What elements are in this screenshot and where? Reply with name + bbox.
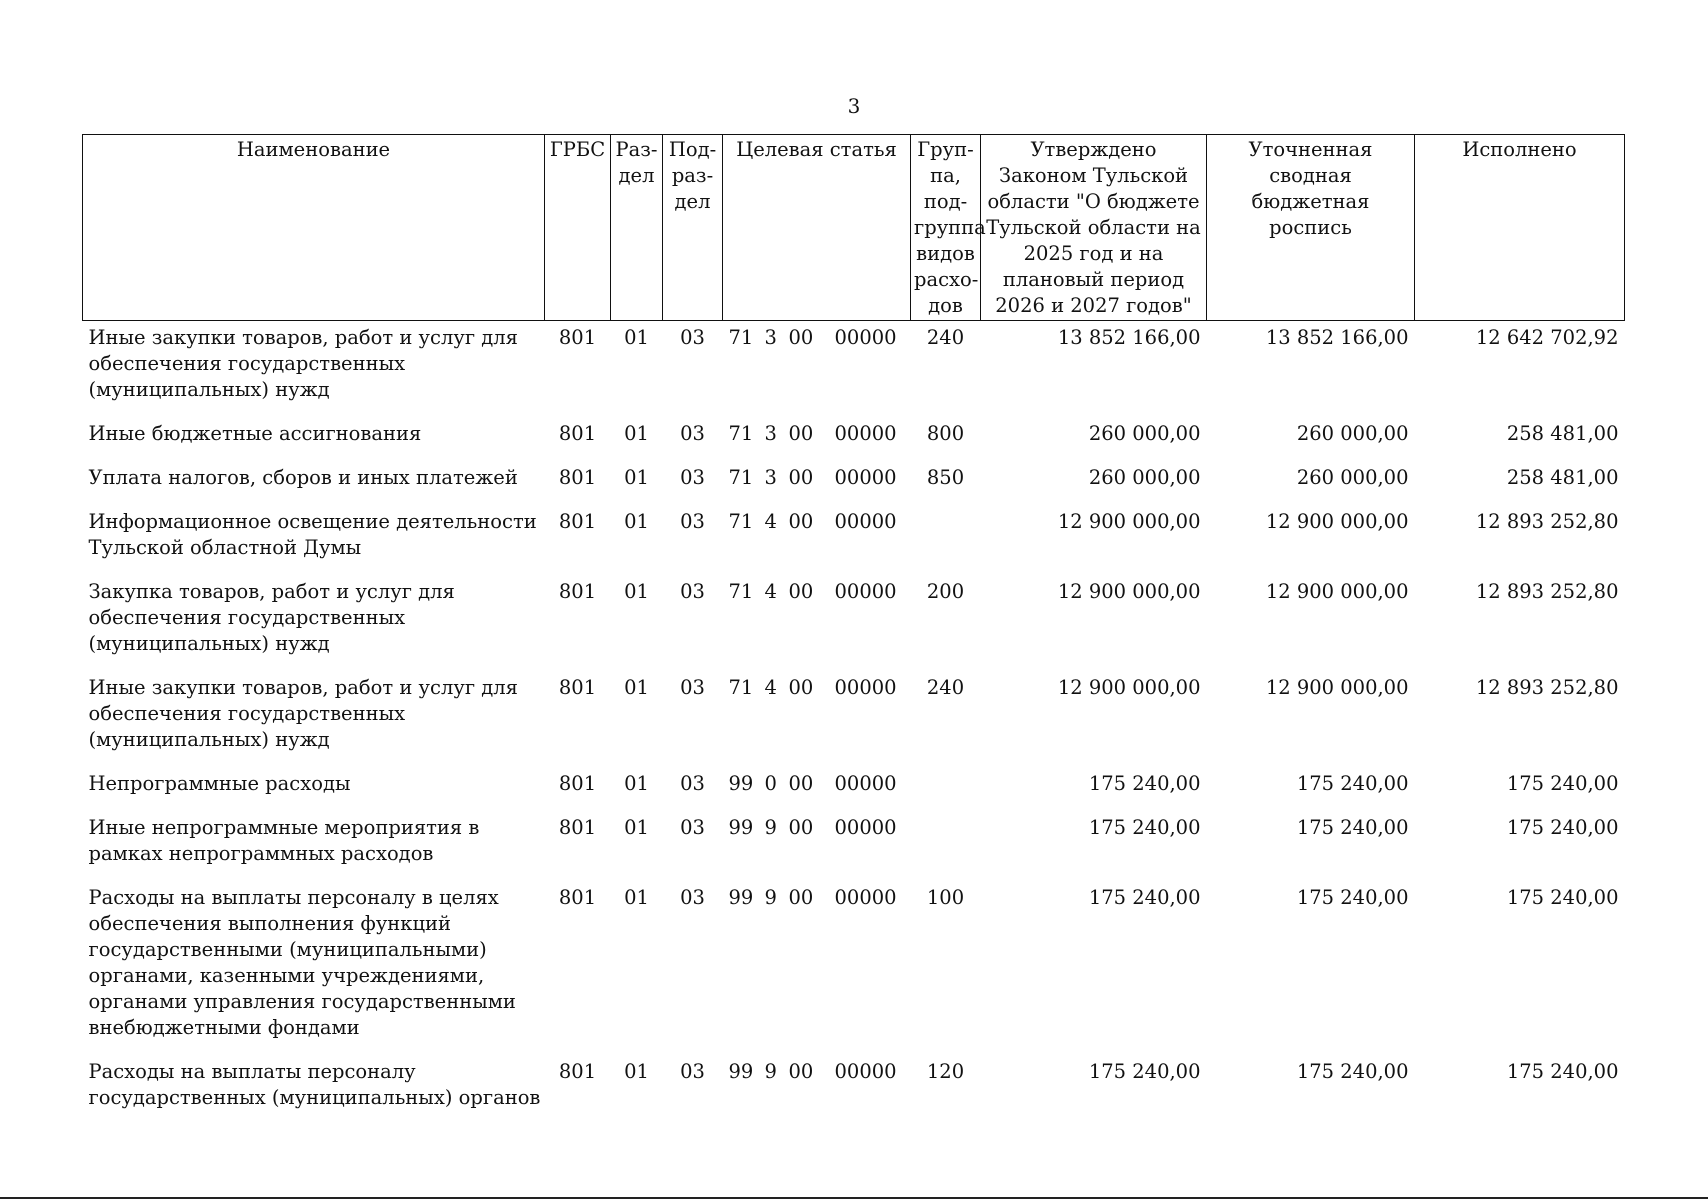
- target-article-parts: [727, 465, 907, 491]
- target-part-t2: 9: [764, 816, 777, 839]
- row-revised: 175 240,00: [1296, 816, 1409, 839]
- target-part-t2: 4: [764, 510, 777, 533]
- target-part-t4: 00000: [834, 816, 897, 839]
- header-name: Наименование: [83, 135, 545, 321]
- row-target: [723, 671, 911, 767]
- target-part-t4: 00000: [834, 676, 897, 699]
- row-approved: 260 000,00: [1088, 422, 1201, 445]
- row-razdel: 01: [624, 326, 649, 349]
- row-revised: 13 852 166,00: [1265, 326, 1409, 349]
- row-name: Информационное освещение деятельности Тульской областной Думы: [88, 510, 537, 559]
- row-name: Иные закупки товаров, работ и услуг для обеспечения государственных (муниципальных) нужд: [88, 676, 518, 751]
- row-target: [723, 417, 911, 461]
- row-approved: 175 240,00: [1088, 816, 1201, 839]
- row-executed: 175 240,00: [1506, 886, 1619, 909]
- target-part-t1: 71: [728, 580, 754, 603]
- row-name: Иные закупки товаров, работ и услуг для обеспечения государственных (муниципальных) нужд: [88, 326, 518, 401]
- target-article-parts: [727, 421, 907, 447]
- target-article-parts: [727, 579, 907, 605]
- row-target: [723, 881, 911, 1055]
- row-approved: 12 900 000,00: [1057, 510, 1201, 533]
- row-podrazdel: 03: [680, 422, 705, 445]
- row-podrazdel: 03: [680, 326, 705, 349]
- target-part-t2: 3: [764, 326, 777, 349]
- table-header-row: [83, 135, 1625, 321]
- target-part-t1: 99: [728, 772, 754, 795]
- row-target: [723, 1055, 911, 1125]
- row-approved: 175 240,00: [1088, 886, 1201, 909]
- header-executed: Исполнено: [1415, 135, 1625, 321]
- row-revised: 12 900 000,00: [1265, 580, 1409, 603]
- target-part-t1: 71: [728, 422, 754, 445]
- row-group: [911, 767, 981, 811]
- row-podrazdel: 03: [680, 580, 705, 603]
- target-part-t4: 00000: [834, 466, 897, 489]
- table-row: [83, 505, 1625, 575]
- header-target: Целевая статья: [723, 135, 911, 321]
- target-part-t3: 00: [788, 886, 814, 909]
- row-approved: 260 000,00: [1088, 466, 1201, 489]
- row-grbs: 801: [558, 326, 597, 349]
- target-part-t2: 4: [764, 676, 777, 699]
- row-podrazdel: 03: [680, 816, 705, 839]
- table-row: [83, 767, 1625, 811]
- row-group: [911, 505, 981, 575]
- table-row: [83, 417, 1625, 461]
- row-target: [723, 461, 911, 505]
- target-part-t1: 71: [728, 676, 754, 699]
- header-approved: Утверждено Законом Тульской области "О бюджете Тульской области на 2025 год и на плановый период 2026 и 2027 годов": [981, 135, 1207, 321]
- target-part-t2: 3: [764, 466, 777, 489]
- row-executed: 258 481,00: [1506, 466, 1619, 489]
- table-body: [83, 321, 1625, 1126]
- row-razdel: 01: [624, 1060, 649, 1083]
- row-approved: 13 852 166,00: [1057, 326, 1201, 349]
- row-revised: 175 240,00: [1296, 772, 1409, 795]
- target-part-t4: 00000: [834, 580, 897, 603]
- row-target: [723, 321, 911, 418]
- row-name: Закупка товаров, работ и услуг для обеспечения государственных (муниципальных) нужд: [88, 580, 455, 655]
- row-name: Расходы на выплаты персоналу в целях обеспечения выполнения функций государственными (муниципальными) органами, казенными учреждениями, органами управления государственными внебюджетными фондами: [88, 886, 516, 1039]
- table-row: [83, 881, 1625, 1055]
- target-article-parts: [727, 325, 907, 351]
- row-razdel: 01: [624, 466, 649, 489]
- table-row: [83, 671, 1625, 767]
- row-podrazdel: 03: [680, 886, 705, 909]
- target-article-parts: [727, 1059, 907, 1085]
- header-razdel: Раз-дел: [611, 135, 663, 321]
- row-podrazdel: 03: [680, 772, 705, 795]
- row-podrazdel: 03: [680, 510, 705, 533]
- target-part-t3: 00: [788, 676, 814, 699]
- row-approved: 12 900 000,00: [1057, 676, 1201, 699]
- row-razdel: 01: [624, 772, 649, 795]
- row-approved: 12 900 000,00: [1057, 580, 1201, 603]
- row-revised: 260 000,00: [1296, 466, 1409, 489]
- row-podrazdel: 03: [680, 676, 705, 699]
- row-group: 800: [926, 422, 965, 445]
- target-part-t3: 00: [788, 772, 814, 795]
- row-razdel: 01: [624, 580, 649, 603]
- row-razdel: 01: [624, 422, 649, 445]
- row-approved: 175 240,00: [1088, 772, 1201, 795]
- table-row: [83, 321, 1625, 418]
- target-part-t2: 3: [764, 422, 777, 445]
- row-podrazdel: 03: [680, 466, 705, 489]
- row-revised: 12 900 000,00: [1265, 676, 1409, 699]
- header-grbs: ГРБС: [545, 135, 611, 321]
- page-bottom-rule: [0, 1197, 1708, 1199]
- row-grbs: 801: [558, 580, 597, 603]
- row-revised: 12 900 000,00: [1265, 510, 1409, 533]
- row-target: [723, 767, 911, 811]
- row-grbs: 801: [558, 886, 597, 909]
- header-revised: Уточненная сводная бюджетная роспись: [1207, 135, 1415, 321]
- target-part-t3: 00: [788, 580, 814, 603]
- target-part-t1: 99: [728, 886, 754, 909]
- row-razdel: 01: [624, 510, 649, 533]
- target-part-t2: 0: [764, 772, 777, 795]
- budget-table-container: [82, 134, 1624, 1125]
- row-name: Расходы на выплаты персоналу государственных (муниципальных) органов: [88, 1060, 541, 1109]
- target-part-t3: 00: [788, 326, 814, 349]
- target-part-t3: 00: [788, 816, 814, 839]
- row-name: Непрограммные расходы: [88, 772, 351, 795]
- row-group: [911, 811, 981, 881]
- table-row: [83, 575, 1625, 671]
- row-grbs: 801: [558, 772, 597, 795]
- row-revised: 260 000,00: [1296, 422, 1409, 445]
- row-grbs: 801: [558, 466, 597, 489]
- row-target: [723, 575, 911, 671]
- target-part-t2: 9: [764, 886, 777, 909]
- row-executed: 12 893 252,80: [1475, 510, 1619, 533]
- target-article-parts: [727, 509, 907, 535]
- table-row: [83, 1055, 1625, 1125]
- row-razdel: 01: [624, 886, 649, 909]
- row-executed: 175 240,00: [1506, 816, 1619, 839]
- row-group: 100: [926, 886, 965, 909]
- target-part-t1: 71: [728, 510, 754, 533]
- row-podrazdel: 03: [680, 1060, 705, 1083]
- row-grbs: 801: [558, 510, 597, 533]
- row-approved: 175 240,00: [1088, 1060, 1201, 1083]
- budget-table: [82, 134, 1625, 1125]
- row-executed: 175 240,00: [1506, 1060, 1619, 1083]
- target-part-t4: 00000: [834, 886, 897, 909]
- row-name: Иные непрограммные мероприятия в рамках непрограммных расходов: [88, 816, 480, 865]
- row-group: 850: [926, 466, 965, 489]
- target-article-parts: [727, 815, 907, 841]
- target-part-t1: 71: [728, 326, 754, 349]
- target-part-t4: 00000: [834, 422, 897, 445]
- header-group: Груп-па, под-группа видов расхо-дов: [911, 135, 981, 321]
- target-part-t3: 00: [788, 1060, 814, 1083]
- row-razdel: 01: [624, 676, 649, 699]
- row-group: 120: [926, 1060, 965, 1083]
- row-name: Иные бюджетные ассигнования: [88, 422, 422, 445]
- target-part-t3: 00: [788, 510, 814, 533]
- row-grbs: 801: [558, 676, 597, 699]
- target-part-t3: 00: [788, 422, 814, 445]
- target-part-t4: 00000: [834, 326, 897, 349]
- row-executed: 258 481,00: [1506, 422, 1619, 445]
- row-name: Уплата налогов, сборов и иных платежей: [88, 466, 518, 489]
- target-part-t2: 9: [764, 1060, 777, 1083]
- row-executed: 175 240,00: [1506, 772, 1619, 795]
- target-part-t4: 00000: [834, 510, 897, 533]
- row-grbs: 801: [558, 422, 597, 445]
- target-part-t4: 00000: [834, 1060, 897, 1083]
- table-row: [83, 461, 1625, 505]
- table-row: [83, 811, 1625, 881]
- row-executed: 12 642 702,92: [1475, 326, 1619, 349]
- target-article-parts: [727, 675, 907, 701]
- row-group: 240: [926, 676, 965, 699]
- target-part-t1: 71: [728, 466, 754, 489]
- row-executed: 12 893 252,80: [1475, 676, 1619, 699]
- row-target: [723, 811, 911, 881]
- target-article-parts: [727, 771, 907, 797]
- row-razdel: 01: [624, 816, 649, 839]
- row-group: 200: [926, 580, 965, 603]
- row-revised: 175 240,00: [1296, 1060, 1409, 1083]
- target-part-t3: 00: [788, 466, 814, 489]
- row-executed: 12 893 252,80: [1475, 580, 1619, 603]
- row-target: [723, 505, 911, 575]
- target-article-parts: [727, 885, 907, 911]
- target-part-t4: 00000: [834, 772, 897, 795]
- row-group: 240: [926, 326, 965, 349]
- row-grbs: 801: [558, 816, 597, 839]
- header-podrazdel: Под-раз-дел: [663, 135, 723, 321]
- target-part-t1: 99: [728, 816, 754, 839]
- row-revised: 175 240,00: [1296, 886, 1409, 909]
- target-part-t1: 99: [728, 1060, 754, 1083]
- page-number: 3: [847, 94, 861, 118]
- row-grbs: 801: [558, 1060, 597, 1083]
- target-part-t2: 4: [764, 580, 777, 603]
